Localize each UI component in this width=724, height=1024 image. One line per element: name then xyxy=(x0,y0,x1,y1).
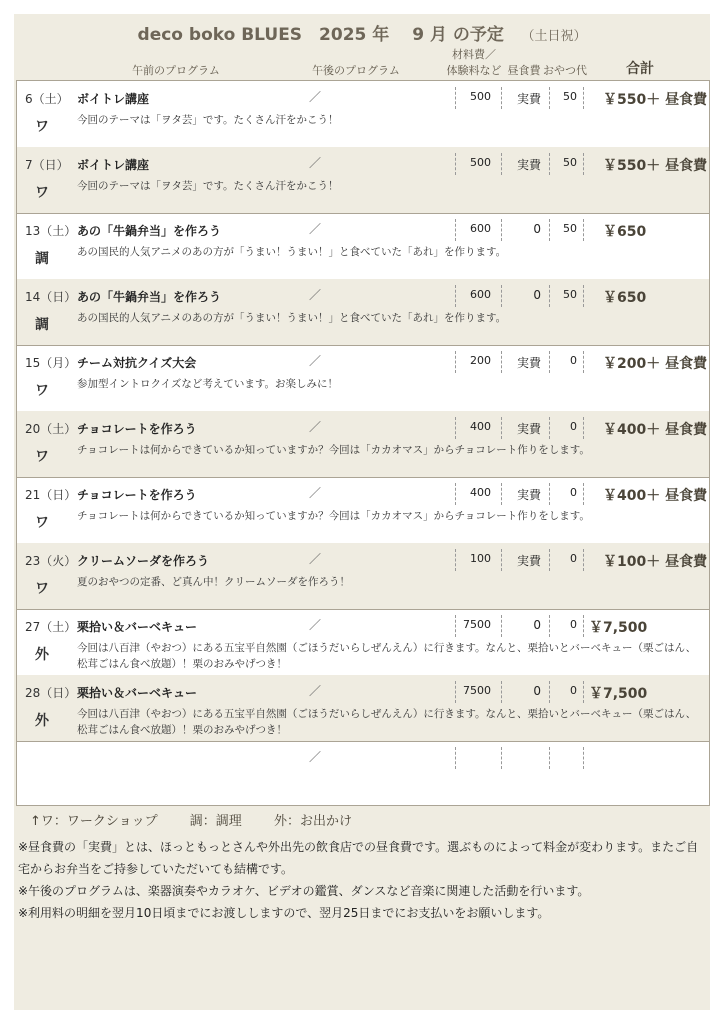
column-divider xyxy=(455,351,456,373)
row-program-name: あの「牛鍋弁当」を作ろう xyxy=(77,290,222,304)
row-date: 7（日） xyxy=(25,158,69,172)
row-pm-program: ／ xyxy=(309,552,322,566)
column-divider xyxy=(549,87,550,109)
row-lunch: 実費 xyxy=(516,158,541,172)
note-lunch: ※昼食費の「実費」とは、ほっともっとさんや外出先の飲食店での昼食費です。選ぶものによって料金が変わります。またご自宅からお弁当をご持参していただいても結構です。 xyxy=(18,840,699,876)
column-divider xyxy=(549,549,550,571)
column-divider xyxy=(501,417,502,439)
row-program-desc: 今回のテーマは「ヲタ芸」です。たくさん汗をかこう！ xyxy=(77,180,339,192)
table-row xyxy=(17,81,709,148)
header-fee-line2: 体験料など xyxy=(446,64,502,77)
row-program-name: チョコレートを作ろう xyxy=(77,422,197,436)
schedule-table xyxy=(16,80,710,806)
column-divider xyxy=(549,219,550,241)
note-payment: ※利用料の明細を翌月10日頃までにお渡ししますので、翌月25日までにお支払いをお願いします。 xyxy=(18,906,550,920)
row-program-type: ワ xyxy=(35,449,49,465)
row-program-type: 調 xyxy=(35,317,49,333)
row-snack: 50 xyxy=(563,156,577,169)
legend-workshop: ↑ワ：ワークショップ xyxy=(30,814,158,829)
row-program-desc: チョコレートは何からできているか知っていますか？今回は「カカオマス」からチョコレート作りをします。 xyxy=(77,444,590,456)
column-divider xyxy=(549,153,550,175)
column-divider xyxy=(583,285,584,307)
row-total: ￥550＋ 昼食費 xyxy=(603,158,708,174)
header-fee-line1: 材料費／ xyxy=(452,48,496,61)
legend-outing: 外：お出かけ xyxy=(273,814,352,829)
row-program-desc: 今回は八百津（やおつ）にある五宝平自然園（ごほうだいらしぜんえん）に行きます。なんと、栗拾いとバーベキュー（栗ごはん、松茸ごはん食べ放題）！栗のおみやげつき！ xyxy=(77,708,697,736)
row-program-name: チーム対抗クイズ大会 xyxy=(77,356,197,370)
table-row xyxy=(17,477,709,544)
row-pm-program: ／ xyxy=(309,486,322,500)
table-row xyxy=(17,147,709,214)
row-date: 20（土） xyxy=(25,422,77,436)
row-lunch: 実費 xyxy=(516,488,541,502)
row-lunch: 0 xyxy=(533,618,541,632)
notes xyxy=(18,836,708,924)
column-divider xyxy=(583,351,584,373)
column-divider xyxy=(501,351,502,373)
title-main: deco boko BLUES 2025 年 9 月 の予定 xyxy=(137,25,504,45)
row-program-name: ボイトレ講座 xyxy=(77,158,150,172)
row-total: ￥550＋ 昼食費 xyxy=(603,92,708,108)
column-divider xyxy=(455,87,456,109)
column-divider xyxy=(549,681,550,703)
row-lunch: 実費 xyxy=(516,422,541,436)
row-total: ￥100＋ 昼食費 xyxy=(603,554,708,570)
column-divider xyxy=(455,615,456,637)
row-program-desc: 夏のおやつの定番、ど真ん中！クリームソーダを作ろう！ xyxy=(77,576,350,588)
row-snack: 0 xyxy=(570,618,577,631)
row-total: ￥7,500 xyxy=(589,620,648,636)
row-program-desc: あの国民的人気アニメのあの方が「うまい！うまい！」と食べていた「あれ」を作ります。 xyxy=(77,312,507,324)
row-program-desc: 今回のテーマは「ヲタ芸」です。たくさん汗をかこう！ xyxy=(77,114,339,126)
row-pm-program: ／ xyxy=(309,354,322,368)
table-row xyxy=(17,411,709,478)
table-row xyxy=(17,345,709,412)
row-program-name: 栗拾い＆バーベキュー xyxy=(77,620,198,634)
row-program-desc: 参加型イントロクイズなど考えています。お楽しみに！ xyxy=(77,378,339,390)
row-program-name: クリームソーダを作ろう xyxy=(77,554,210,568)
row-date: 15（月） xyxy=(25,356,77,370)
row-program-type: ワ xyxy=(35,185,49,201)
row-pm-program: ／ xyxy=(309,288,322,302)
title-subtitle: （土日祝） xyxy=(521,29,587,44)
column-divider xyxy=(501,681,502,703)
row-program-desc: 今回は八百津（やおつ）にある五宝平自然園（ごほうだいらしぜんえん）に行きます。なんと、栗拾いとバーベキュー（栗ごはん、松茸ごはん食べ放題）！栗のおみやげつき！ xyxy=(77,642,697,670)
row-program-type: ワ xyxy=(35,119,49,135)
legend xyxy=(30,810,380,829)
row-pm-program: ／ xyxy=(309,618,322,632)
row-pm-program: ／ xyxy=(309,90,322,104)
row-snack: 0 xyxy=(570,354,577,367)
row-date: 6（土） xyxy=(25,92,69,106)
column-divider xyxy=(455,417,456,439)
column-divider xyxy=(549,483,550,505)
row-date: 21（日） xyxy=(25,488,77,502)
row-program-desc: チョコレートは何からできているか知っていますか？今回は「カカオマス」からチョコレート作りをします。 xyxy=(77,510,590,522)
row-program-type: ワ xyxy=(35,581,49,597)
schedule-sheet xyxy=(14,14,710,1010)
row-snack: 0 xyxy=(570,486,577,499)
column-divider xyxy=(549,417,550,439)
column-divider xyxy=(501,87,502,109)
column-divider xyxy=(501,285,502,307)
column-divider xyxy=(501,219,502,241)
row-lunch: 0 xyxy=(533,684,541,698)
row-date: 27（土） xyxy=(25,620,77,634)
row-fee: 100 xyxy=(470,552,491,565)
row-lunch: 0 xyxy=(533,288,541,302)
row-lunch: 実費 xyxy=(516,356,541,370)
header-lunch: 昼食費 xyxy=(507,64,541,77)
column-divider xyxy=(583,219,584,241)
row-pm-program: ／ xyxy=(309,684,322,698)
row-program-name: 栗拾い＆バーベキュー xyxy=(77,686,198,700)
column-divider xyxy=(549,747,550,769)
row-pm-program: ／ xyxy=(309,420,322,434)
column-divider xyxy=(455,747,456,769)
column-divider xyxy=(455,549,456,571)
row-program-type: ワ xyxy=(35,383,49,399)
row-pm-program: ／ xyxy=(309,750,322,764)
row-date: 14（日） xyxy=(25,290,77,304)
row-lunch: 実費 xyxy=(516,92,541,106)
row-total: ￥7,500 xyxy=(589,686,648,702)
row-program-type: 外 xyxy=(35,647,49,663)
row-total: ￥650 xyxy=(603,224,647,240)
row-fee: 500 xyxy=(470,90,491,103)
column-divider xyxy=(583,417,584,439)
row-date: 28（日） xyxy=(25,686,77,700)
row-lunch: 実費 xyxy=(516,554,541,568)
column-divider xyxy=(455,153,456,175)
table-row xyxy=(17,213,709,280)
column-divider xyxy=(583,153,584,175)
row-snack: 50 xyxy=(563,90,577,103)
row-total: ￥400＋ 昼食費 xyxy=(603,422,708,438)
row-total: ￥400＋ 昼食費 xyxy=(603,488,708,504)
row-snack: 50 xyxy=(563,222,577,235)
row-fee: 200 xyxy=(470,354,491,367)
row-program-type: 調 xyxy=(35,251,49,267)
column-divider xyxy=(501,483,502,505)
row-program-name: チョコレートを作ろう xyxy=(77,488,197,502)
row-program-name: あの「牛鍋弁当」を作ろう xyxy=(77,224,222,238)
page-title xyxy=(14,20,710,46)
row-pm-program: ／ xyxy=(309,222,322,236)
table-row xyxy=(17,741,709,807)
row-fee: 400 xyxy=(470,486,491,499)
row-fee: 600 xyxy=(470,222,491,235)
row-pm-program: ／ xyxy=(309,156,322,170)
column-divider xyxy=(455,681,456,703)
row-date: 23（火） xyxy=(25,554,77,568)
legend-cooking: 調：調理 xyxy=(189,814,242,829)
row-snack: 0 xyxy=(570,420,577,433)
column-divider xyxy=(583,483,584,505)
header-am-program: 午前のプログラム xyxy=(132,64,220,77)
column-divider xyxy=(455,285,456,307)
row-fee: 7500 xyxy=(463,618,491,631)
row-date: 13（土） xyxy=(25,224,77,238)
header-pm-program: 午後のプログラム xyxy=(312,64,400,77)
table-row xyxy=(17,609,709,676)
row-fee: 400 xyxy=(470,420,491,433)
table-row xyxy=(17,675,709,742)
row-snack: 50 xyxy=(563,288,577,301)
note-afternoon: ※午後のプログラムは、楽器演奏やカラオケ、ビデオの鑑賞、ダンスなど音楽に関連した活動を行います。 xyxy=(18,884,590,898)
column-divider xyxy=(583,747,584,769)
column-divider xyxy=(583,87,584,109)
row-snack: 0 xyxy=(570,684,577,697)
row-lunch: 0 xyxy=(533,222,541,236)
row-snack: 0 xyxy=(570,552,577,565)
column-divider xyxy=(455,219,456,241)
row-program-name: ボイトレ講座 xyxy=(77,92,150,106)
row-total: ￥650 xyxy=(603,290,647,306)
row-fee: 500 xyxy=(470,156,491,169)
table-row xyxy=(17,543,709,610)
column-divider xyxy=(549,285,550,307)
column-divider xyxy=(501,549,502,571)
header-total: 合計 xyxy=(626,61,654,77)
header-snack: おやつ代 xyxy=(543,64,587,77)
column-divider xyxy=(501,153,502,175)
table-row xyxy=(17,279,709,346)
column-divider xyxy=(583,549,584,571)
column-divider xyxy=(549,351,550,373)
row-total: ￥200＋ 昼食費 xyxy=(603,356,708,372)
column-divider xyxy=(583,681,584,703)
column-divider xyxy=(583,615,584,637)
column-divider xyxy=(501,747,502,769)
row-program-type: 外 xyxy=(35,713,49,729)
column-divider xyxy=(549,615,550,637)
row-fee: 600 xyxy=(470,288,491,301)
row-program-desc: あの国民的人気アニメのあの方が「うまい！うまい！」と食べていた「あれ」を作ります。 xyxy=(77,246,507,258)
column-divider xyxy=(455,483,456,505)
row-fee: 7500 xyxy=(463,684,491,697)
row-program-type: ワ xyxy=(35,515,49,531)
column-divider xyxy=(501,615,502,637)
